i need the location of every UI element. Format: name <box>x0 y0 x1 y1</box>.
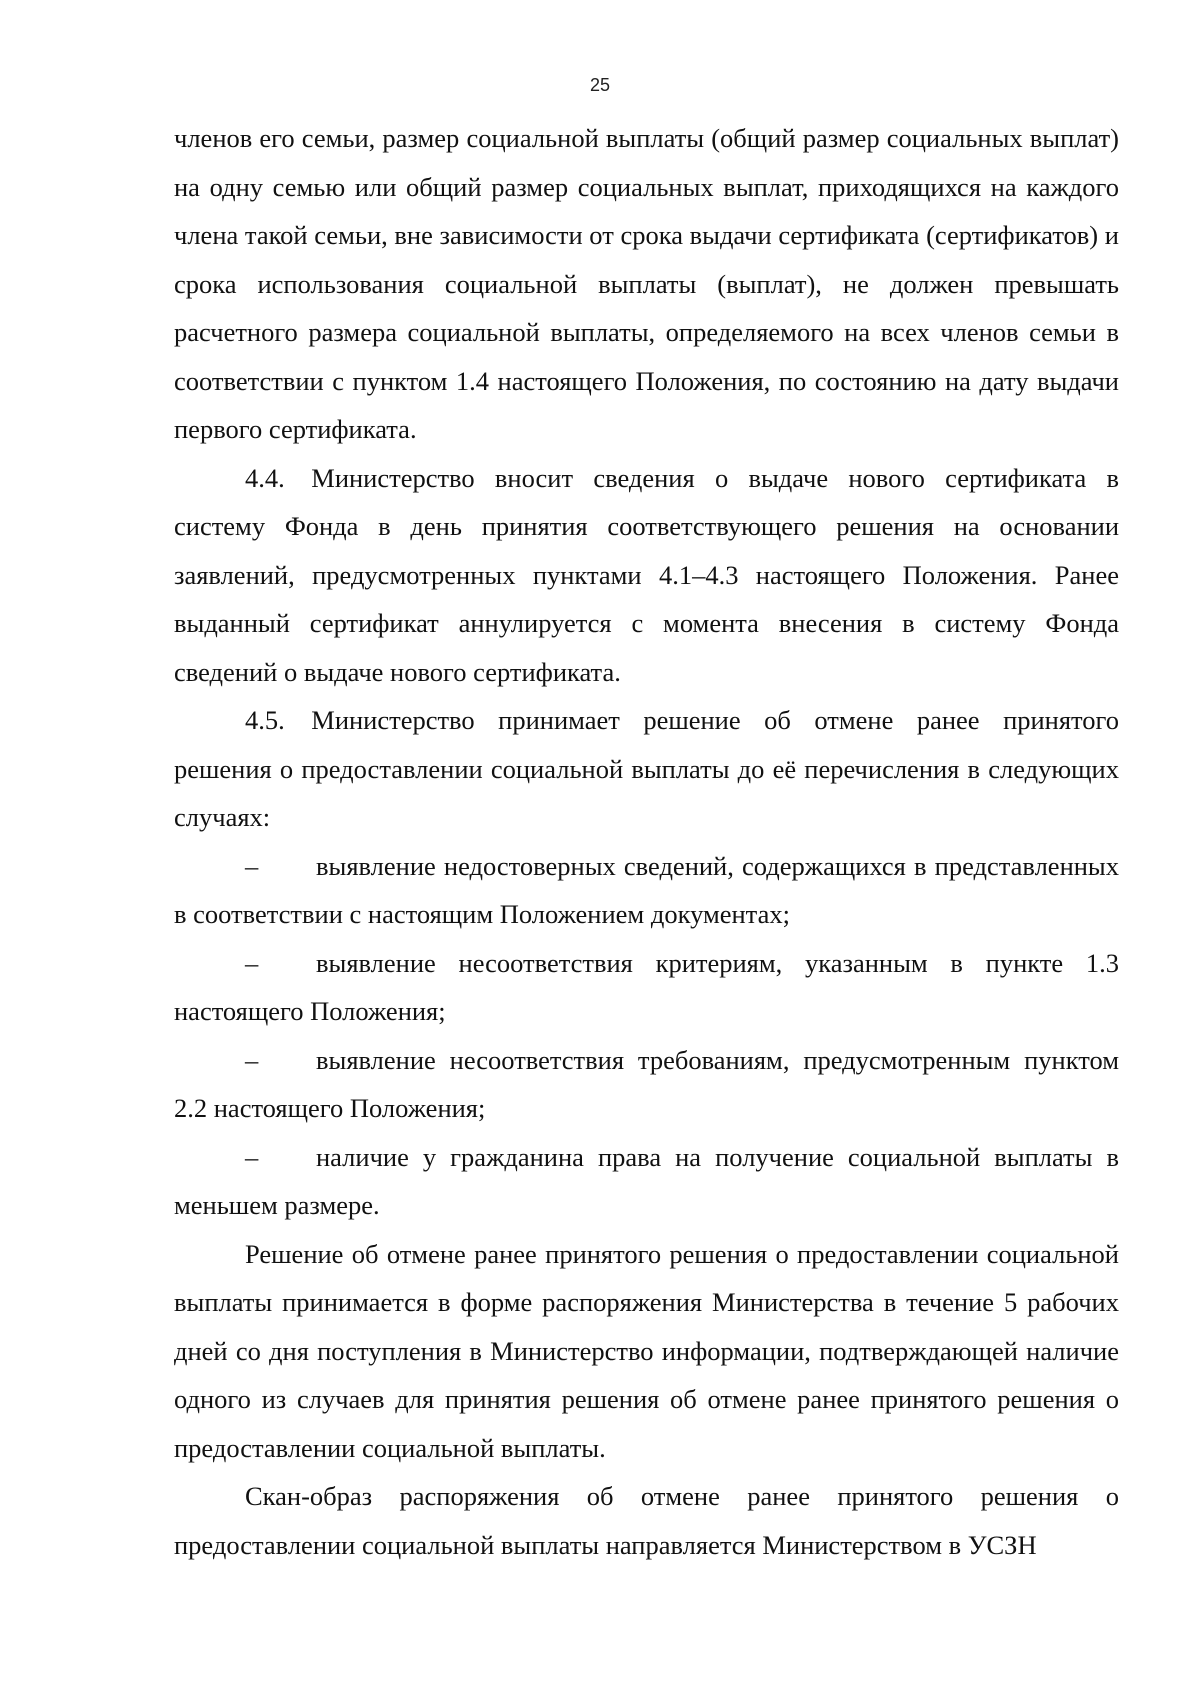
dash-marker: – <box>245 1044 259 1075</box>
list-item-text: выявление несоответствия критериям, указанным в пункте 1.3 настоящего Положения; <box>174 947 1119 1026</box>
list-item <box>174 1133 1119 1230</box>
list-item-text: выявление недостоверных сведений, содержащихся в представленных в соответствии с настоящим Положением документах; <box>174 850 1119 929</box>
list-item <box>174 842 1119 939</box>
paragraph-4-5: 4.5. Министерство принимает решение об отмене ранее принятого решения о предоставлении социальной выплаты до её перечисления в следующих случаях: <box>174 705 1119 832</box>
dash-marker: – <box>245 947 259 978</box>
paragraph-decision: Решение об отмене ранее принятого решения о предоставлении социальной выплаты принимается в форме распоряжения Министерства в течение 5 рабочих дней со дня поступления в Министерство информации, подтверждающей наличие одного из случаев для принятия решения об отмене ранее принятого решения о предоставлении социальной выплаты. <box>174 1238 1119 1463</box>
page-number: 25 <box>589 75 611 95</box>
paragraph-scan-copy: Скан-образ распоряжения об отмене ранее принятого решения о предоставлении социальной выплаты направляется Министерством в УСЗН <box>174 1481 1119 1560</box>
list-item <box>174 939 1119 1036</box>
list-item-text: наличие у гражданина права на получение социальной выплаты в меньшем размере. <box>174 1141 1119 1220</box>
paragraph-continuation: членов его семьи, размер социальной выплаты (общий размер социальных выплат) на одну семью или общий размер социальных выплат, приходящихся на каждого члена такой семьи, вне зависимости от срока выдачи сертификата (сертификатов) и срока использования социальной выплаты (выплат), не должен превышать расчетного размера социальной выплаты, определяемого на всех членов семьи в соответствии с пунктом 1.4 настоящего Положения, по состоянию на дату выдачи первого сертификата. <box>174 123 1119 444</box>
dash-marker: – <box>245 850 259 881</box>
paragraph-4-4: 4.4. Министерство вносит сведения о выдаче нового сертификата в систему Фонда в день принятия соответствующего решения на основании заявлений, предусмотренных пунктами 4.1–4.3 настоящего Положения. Ранее выданный сертификат аннулируется с момента внесения в систему Фонда сведений о выдаче нового сертификата. <box>174 462 1119 687</box>
dash-marker: – <box>245 1141 259 1172</box>
list-item <box>174 1036 1119 1133</box>
document-body <box>174 114 1119 1569</box>
list-item-text: выявление несоответствия требованиям, предусмотренным пунктом 2.2 настоящего Положения; <box>174 1044 1119 1123</box>
